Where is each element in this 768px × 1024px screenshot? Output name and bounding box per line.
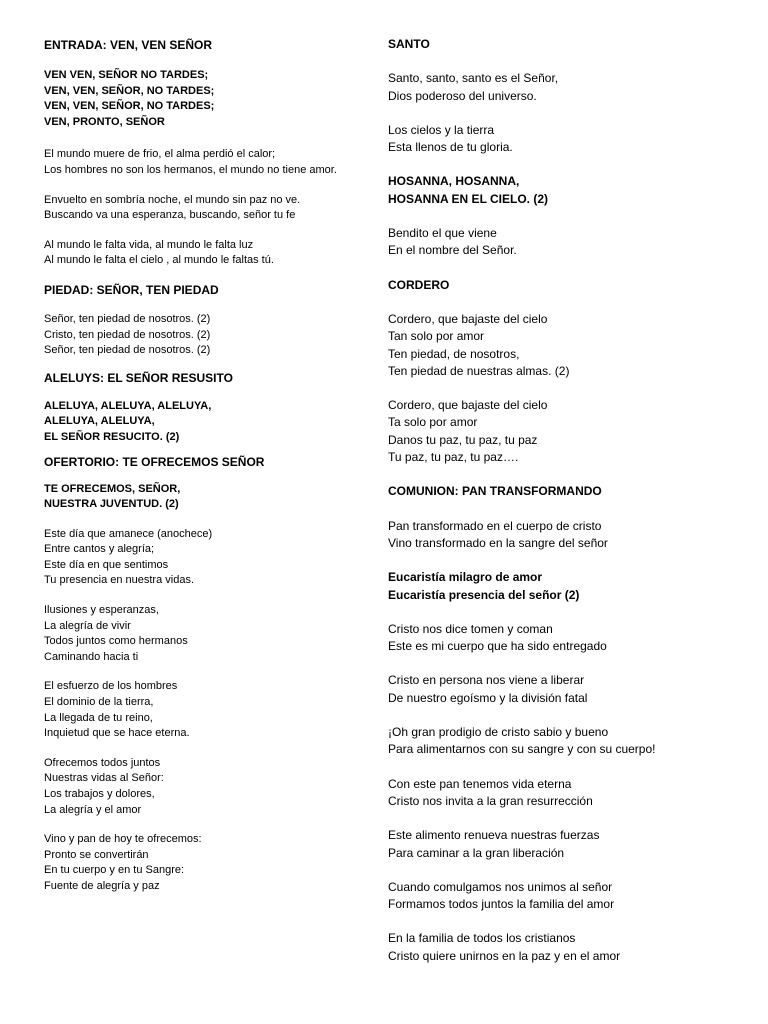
verse-block <box>388 225 758 260</box>
text-line: Caminando hacia ti <box>44 650 139 663</box>
section-heading <box>388 36 758 53</box>
text-line: Cristo nos dice tomen y coman <box>388 621 553 636</box>
text-line: ALELUYA, ALELUYA, <box>44 415 155 428</box>
text-line: Este alimento renueva nuestras fuerzas <box>388 828 600 843</box>
section-heading <box>44 369 374 387</box>
verse-block <box>44 193 374 224</box>
text-line: Los hombres no son los hermanos, el mundo no tiene amor. <box>44 163 337 176</box>
verse-block <box>388 827 758 862</box>
text-line: COMUNION: PAN TRANSFORMANDO <box>388 484 602 499</box>
left-column <box>44 36 374 895</box>
text-line: EL SEÑOR RESUCITO. (2) <box>44 430 180 443</box>
verse-block <box>388 397 758 466</box>
verse-block <box>44 238 374 269</box>
text-line: Cristo quiere unirnos en la paz y en el amor <box>388 948 621 963</box>
text-line: Santo, santo, santo es el Señor, <box>388 71 559 86</box>
text-line: Formamos todos juntos la familia del amor <box>388 897 615 912</box>
text-line: Al mundo le falta el cielo , al mundo le faltas tú. <box>44 254 274 267</box>
text-line: ALELUYS: EL SEÑOR RESUSITO <box>44 370 233 385</box>
verse-block <box>388 311 758 380</box>
text-line: Fuente de alegría y paz <box>44 879 160 892</box>
text-line: La llegada de tu reino, <box>44 711 153 724</box>
verse-block <box>44 603 374 665</box>
text-line: Envuelto en sombría noche, el mundo sin paz no ve. <box>44 193 301 206</box>
verse-block <box>388 518 758 553</box>
chorus-block <box>44 399 374 446</box>
right-column <box>388 36 758 965</box>
text-line: Eucaristía presencia del señor (2) <box>388 587 580 602</box>
section-heading <box>388 277 758 294</box>
text-line: Esta llenos de tu gloria. <box>388 140 513 155</box>
text-line: TE OFRECEMOS, SEÑOR, <box>44 482 181 495</box>
text-line: Todos juntos como hermanos <box>44 635 188 648</box>
text-line: Buscando va una esperanza, buscando, señor tu fe <box>44 209 296 222</box>
text-line: El esfuerzo de los hombres <box>44 680 178 693</box>
verse-block <box>388 122 758 157</box>
text-line: Tu presencia en nuestra vidas. <box>44 574 195 587</box>
chorus-block <box>44 482 374 513</box>
verse-block <box>44 147 374 178</box>
text-line: Cristo nos invita a la gran resurrección <box>388 793 593 808</box>
chorus-block <box>44 68 374 130</box>
section-heading <box>44 36 374 54</box>
text-line: Los trabajos y dolores, <box>44 788 155 800</box>
text-line: CORDERO <box>388 277 450 292</box>
text-line: Bendito el que viene <box>388 226 497 241</box>
verse-block <box>44 679 374 741</box>
text-line: Este día en que sentimos <box>44 558 169 571</box>
verse-block <box>388 621 758 656</box>
text-line: ENTRADA: VEN, VEN SEÑOR <box>44 38 213 52</box>
text-line: Nuestras vidas al Señor: <box>44 772 164 785</box>
text-line: Este es mi cuerpo que ha sido entregado <box>388 639 607 654</box>
section-heading <box>388 483 758 500</box>
text-line: VEN, VEN, SEÑOR, NO TARDES; <box>44 100 215 113</box>
text-line: En la familia de todos los cristianos <box>388 931 576 946</box>
text-line: Cuando comulgamos nos unimos al señor <box>388 879 613 894</box>
text-line: Danos tu paz, tu paz, tu paz <box>388 432 538 447</box>
section-heading <box>44 281 374 299</box>
verse-block <box>44 832 374 894</box>
text-line: Dios poderoso del universo. <box>388 88 537 103</box>
text-line: Con este pan tenemos vida eterna <box>388 776 572 791</box>
verse-block <box>44 756 374 818</box>
text-line: VEN, PRONTO, SEÑOR <box>44 115 165 128</box>
text-line: En tu cuerpo y en tu Sangre: <box>44 864 185 877</box>
text-line: Tan solo por amor <box>388 329 485 344</box>
text-line: VEN VEN, SEÑOR NO TARDES; <box>44 69 209 81</box>
text-line: El dominio de la tierra, <box>44 696 154 709</box>
text-line: Señor, ten piedad de nosotros. (2) <box>44 344 211 357</box>
text-line: ALELUYA, ALELUYA, ALELUYA, <box>44 399 212 412</box>
text-line: Señor, ten piedad de nosotros. (2) <box>44 312 211 325</box>
verse-block <box>388 724 758 759</box>
text-line: Pronto se convertirán <box>44 848 149 861</box>
text-line: Tu paz, tu paz, tu paz…. <box>388 450 519 465</box>
text-line: Ten piedad de nuestras almas. (2) <box>388 363 570 378</box>
verse-block <box>44 312 374 359</box>
text-line: Ilusiones y esperanzas, <box>44 604 159 617</box>
text-line: La alegría de vivir <box>44 619 131 632</box>
text-line: De nuestro egoísmo y la división fatal <box>388 690 588 705</box>
verse-block <box>44 527 374 589</box>
text-line: SANTO <box>388 37 430 51</box>
verse-block <box>388 672 758 707</box>
text-line: Pan transformado en el cuerpo de cristo <box>388 518 602 533</box>
verse-block <box>388 776 758 811</box>
text-line: En el nombre del Señor. <box>388 243 517 258</box>
text-line: NUESTRA JUVENTUD. (2) <box>44 498 179 511</box>
text-line: Ta solo por amor <box>388 415 478 430</box>
text-line: Este día que amanece (anochece) <box>44 527 213 540</box>
text-line: Inquietud que se hace eterna. <box>44 727 190 740</box>
text-line: Para alimentarnos con su sangre y con su cuerpo! <box>388 742 656 757</box>
verse-block <box>388 70 758 105</box>
text-line: Los cielos y la tierra <box>388 122 495 137</box>
text-line: El mundo muere de frio, el alma perdió el calor; <box>44 148 276 161</box>
text-line: OFERTORIO: TE OFRECEMOS SEÑOR <box>44 454 265 469</box>
verse-block <box>388 879 758 914</box>
text-line: Cordero, que bajaste del cielo <box>388 398 548 413</box>
text-line: Para caminar a la gran liberación <box>388 845 565 860</box>
text-line: Cordero, que bajaste del cielo <box>388 311 548 326</box>
text-line: HOSANNA, HOSANNA, <box>388 174 520 189</box>
text-line: La alegría y el amor <box>44 803 142 816</box>
text-line: Eucaristía milagro de amor <box>388 570 543 585</box>
text-line: Entre cantos y alegría; <box>44 543 155 556</box>
text-line: HOSANNA EN EL CIELO. (2) <box>388 191 549 206</box>
text-line: Cristo en persona nos viene a liberar <box>388 673 585 688</box>
text-line: VEN, VEN, SEÑOR, NO TARDES; <box>44 84 215 97</box>
text-line: PIEDAD: SEÑOR, TEN PIEDAD <box>44 282 219 297</box>
section-heading <box>44 453 374 471</box>
text-line: ¡Oh gran prodigio de cristo sabio y bueno <box>388 725 609 740</box>
chorus-block <box>388 569 758 604</box>
verse-block <box>388 930 758 965</box>
text-line: Ofrecemos todos juntos <box>44 756 161 769</box>
text-line: Ten piedad, de nosotros, <box>388 346 520 361</box>
chorus-block <box>388 173 758 208</box>
text-line: Cristo, ten piedad de nosotros. (2) <box>44 328 211 341</box>
text-line: Al mundo le falta vida, al mundo le falta luz <box>44 238 254 251</box>
text-line: Vino transformado en la sangre del señor <box>388 535 608 550</box>
text-line: Vino y pan de hoy te ofrecemos: <box>44 833 202 846</box>
